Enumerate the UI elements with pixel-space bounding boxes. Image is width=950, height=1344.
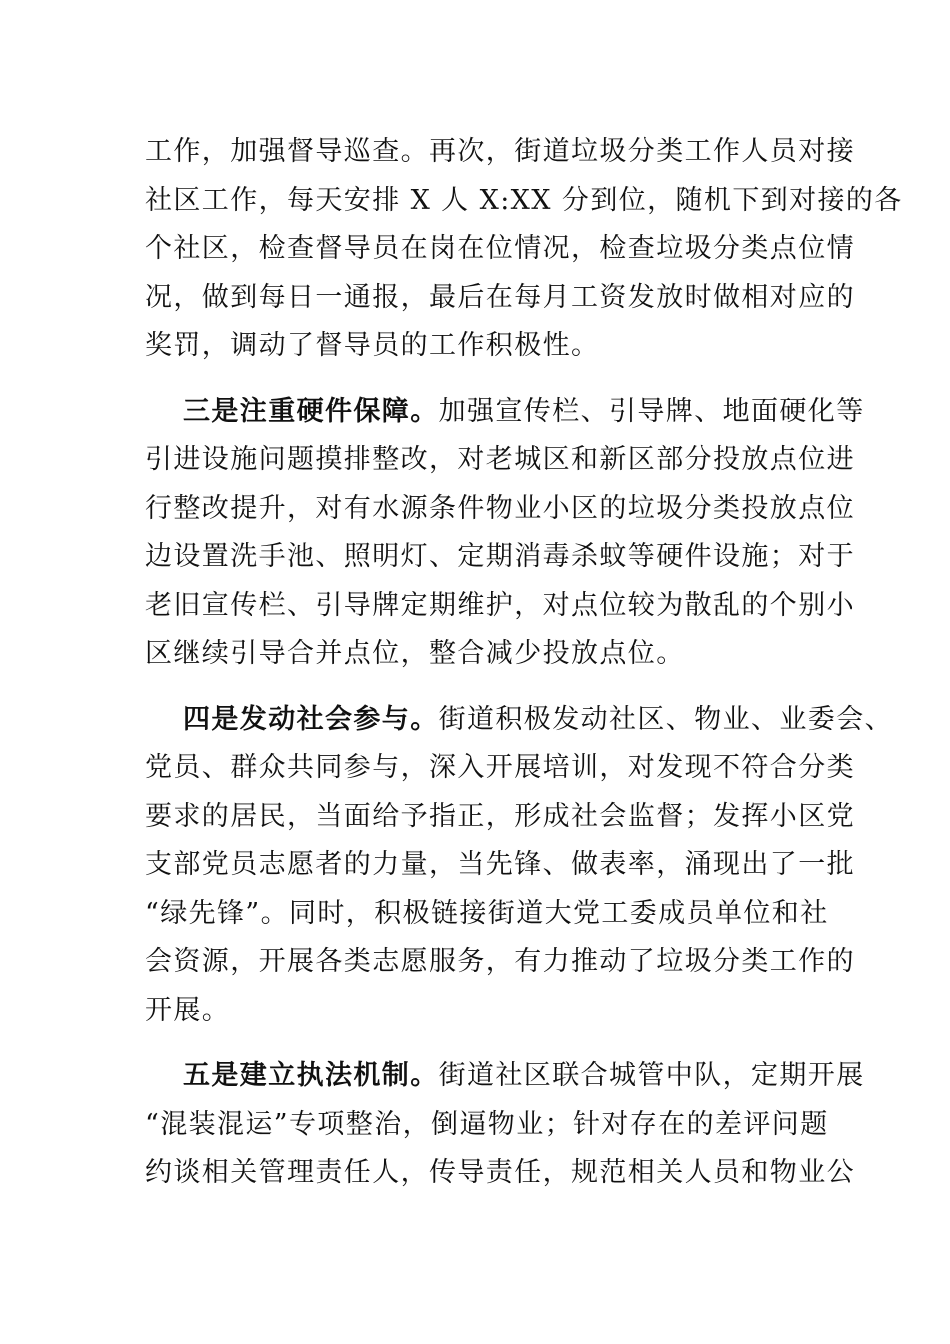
text-line: “绿先锋”。同时，积极链接街道大党工委成员单位和社 bbox=[145, 897, 829, 929]
text-span: 加强宣传栏、引导牌、地面硬化等 bbox=[438, 395, 865, 427]
text-line: 边设置洗手池、照明灯、定期消毒杀蚊等硬件设施；对于 bbox=[145, 541, 855, 572]
document-page bbox=[145, 128, 903, 1198]
text-line: 开展。 bbox=[145, 994, 231, 1026]
text-line: 会资源，开展各类志愿服务，有力推动了垃圾分类工作的 bbox=[145, 946, 855, 977]
text-line: 奖罚，调动了督导员的工作积极性。 bbox=[145, 330, 600, 361]
text-line: 要求的居民，当面给予指正，形成社会监督；发挥小区党 bbox=[145, 800, 855, 832]
paragraph-1 bbox=[145, 128, 903, 371]
paragraph-heading: 四是发动社会参与。 bbox=[183, 703, 439, 735]
text-line: 引进设施问题摸排整改，对老城区和新区部分投放点位进 bbox=[145, 444, 855, 475]
paragraph-heading: 三是注重硬件保障。 bbox=[183, 395, 439, 427]
text-line bbox=[145, 388, 865, 437]
text-line: 况，做到每日一通报，最后在每月工资发放时做相对应的 bbox=[145, 281, 855, 313]
text-span: 街道积极发动社区、物业、业委会、 bbox=[438, 703, 894, 735]
paragraph-2 bbox=[145, 388, 865, 679]
text-line: 老旧宣传栏、引导牌定期维护，对点位较为散乱的个别小 bbox=[145, 589, 855, 621]
text-line: 工作，加强督导巡查。再次，街道垃圾分类工作人员对接 bbox=[145, 136, 855, 167]
text-line: 社区工作，每天安排 X 人 X:XX 分到位，随机下到对接的各 bbox=[145, 184, 903, 216]
text-line: “混装混运”专项整治，倒逼物业；针对存在的差评问题 bbox=[145, 1108, 829, 1140]
paragraph-3 bbox=[145, 696, 894, 1036]
text-span: 街道社区联合城管中队，定期开展 bbox=[438, 1060, 865, 1091]
text-line: 区继续引导合并点位，整合减少投放点位。 bbox=[145, 638, 685, 669]
text-line: 支部党员志愿者的力量，当先锋、做表率，涌现出了一批 bbox=[145, 849, 855, 880]
paragraph-heading: 五是建立执法机制。 bbox=[183, 1060, 439, 1091]
text-line: 个社区，检查督导员在岗在位情况，检查垃圾分类点位情 bbox=[145, 233, 855, 264]
paragraph-4 bbox=[145, 1052, 865, 1198]
text-line: 约谈相关管理责任人，传导责任，规范相关人员和物业公 bbox=[145, 1157, 855, 1188]
text-line bbox=[145, 696, 894, 745]
text-line: 党员、群众共同参与，深入开展培训，对发现不符合分类 bbox=[145, 752, 855, 783]
text-line: 行整改提升，对有水源条件物业小区的垃圾分类投放点位 bbox=[145, 492, 855, 524]
text-line bbox=[145, 1052, 865, 1101]
